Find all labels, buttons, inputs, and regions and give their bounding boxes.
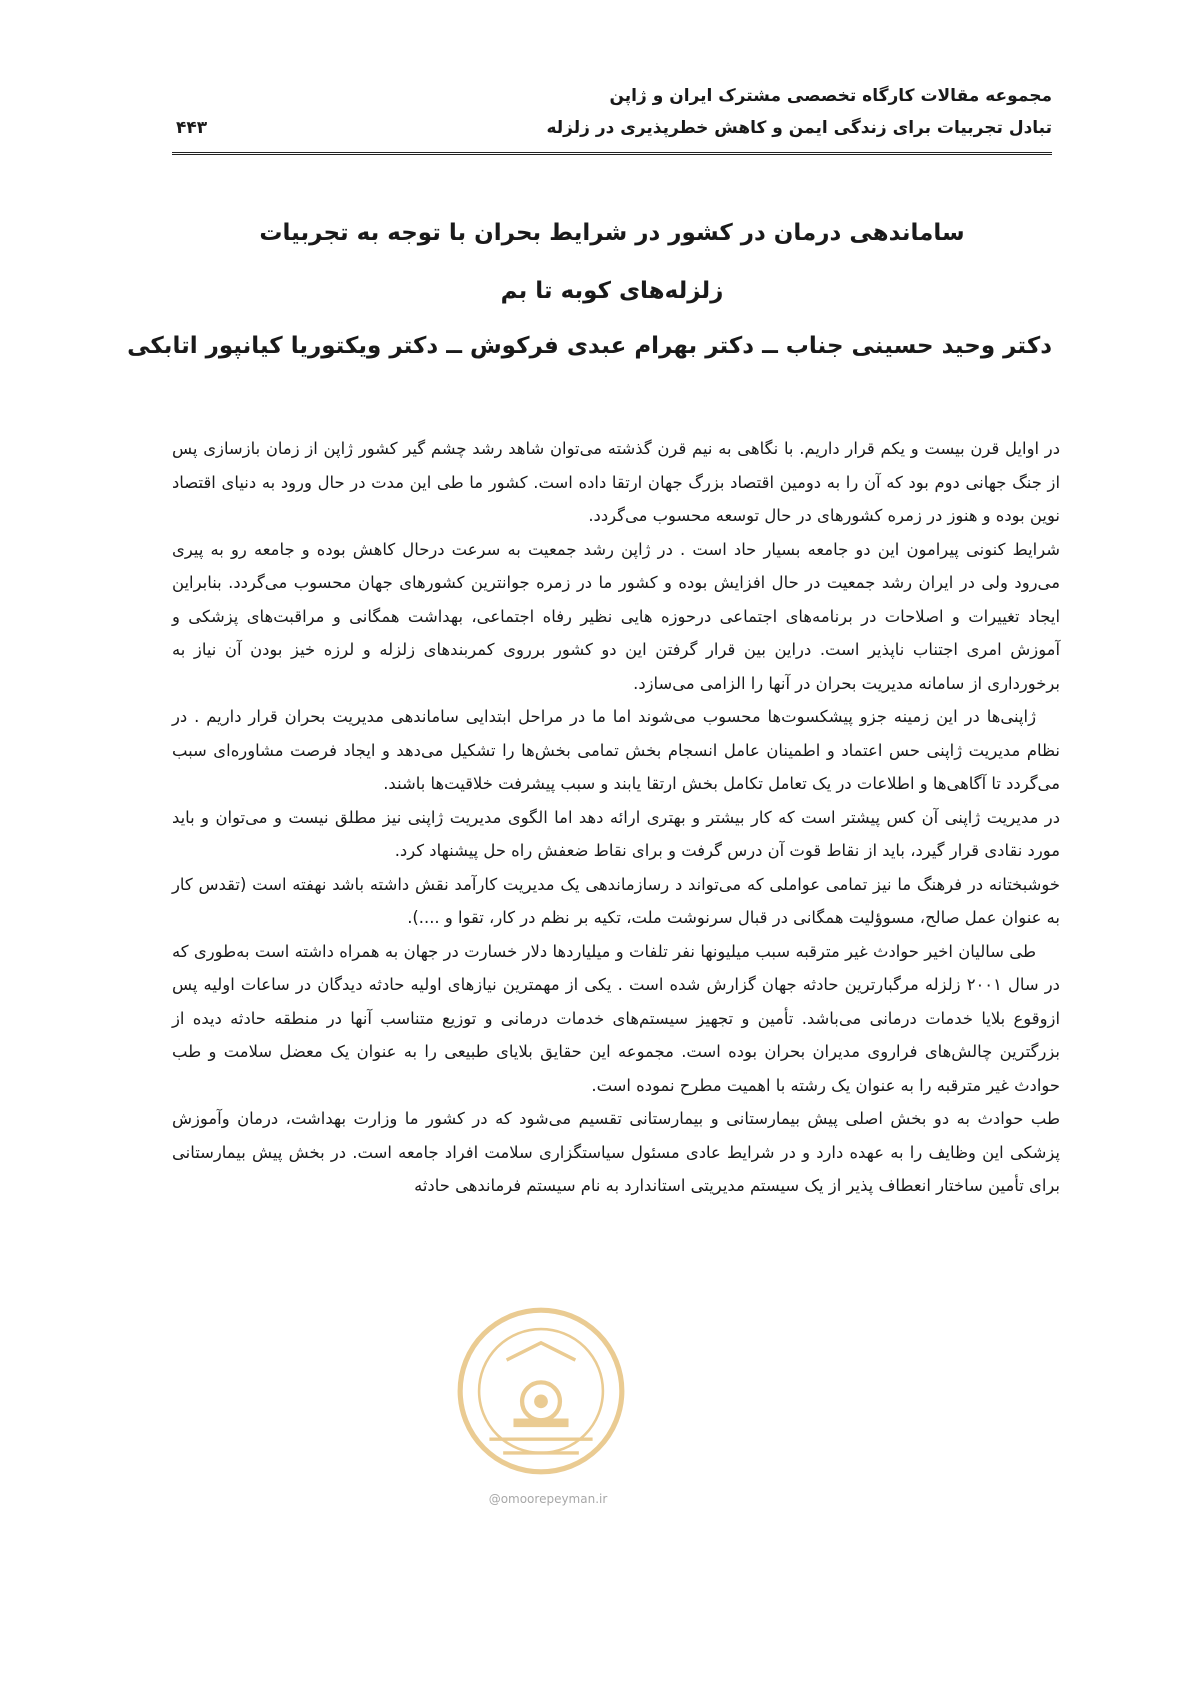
paragraph-4: در مدیریت ژاپنی آن کس پیشتر است که کار بیشتر و بهتری ارائه دهد اما الگوی مدیریت ژاپنی نیز مطلق نیست و می‌توان و باید مورد نقادی قرار گیرد، باید از نقاط قوت آن درس گرفت و برای نقاط ضعفش راه حل پیشنهاد کرد. (172, 807, 1060, 860)
paragraph-3: ژاپنی‌ها در این زمینه جزو پیشکسوت‌ها محسوب می‌شوند اما ما در مراحل ابتدایی ساماندهی مدیریت بحران قرار داریم . در نظام مدیریت ژاپنی حس اعتماد و اطمینان عامل انسجام بخش تمامی بخش‌ها را تشکیل می‌دهد و ایجاد فرصت مشاوره‌ای سبب می‌گردد تا آگاهی‌ها و اطلاعات در یک تعامل تکامل بخش ارتقا یابند و سبب پیشرفت خلاقیت‌ها باشند. (172, 707, 1060, 793)
paragraph-7: طب حوادث به دو بخش اصلی پیش بیمارستانی و بیمارستانی تقسیم می‌شود که در کشور ما وزارت بهداشت، درمان وآموزش پزشکی این وظایف را به عهده دارد و در شرایط عادی مسئول سیاستگزاری سلامت افراد جامعه است. در بخش پیش بیمارستانی برای تأمین ساختار انعطاف پذیر از یک سیستم مدیریتی استاندارد به نام سیستم فرماندهی حادثه (172, 1109, 1060, 1195)
paragraph-6: طی سالیان اخیر حوادث غیر مترقبه سبب میلیونها نفر تلفات و میلیاردها دلار خسارت در جهان به همراه داشته است به‌طوری که در سال ۲۰۰۱ زلزله مرگبارترین حادثه جهان گزارش شده است . یکی از مهمترین نیازهای اولیه حادثه دیدگان در ساعات اولیه پس ازوقوع بلایا خدمات درمانی می‌باشد. تأمین و تجهیز سیستم‌های خدمات درمانی و توزیع متناسب آنها در منطقه حادثه دیده از بزرگترین چالش‌های فراروی مدیران بحران بوده است. مجموعه این حقایق بلایای طبیعی را به عنوان یک معضل سلامت و طب حوادث غیر مترقبه را به عنوان یک رشته با اهمیت مطرح نموده است. (172, 941, 1060, 1095)
header-series-title: مجموعه مقالات کارگاه تخصصی مشترک ایران و ژاپن (609, 86, 1052, 106)
paragraph-5: خوشبختانه در فرهنگ ما نیز تمامی عواملی که می‌تواند د رسازماندهی یک مدیریت کارآمد نقش داشته باشد نهفته است (تقدس کار به عنوان عمل صالح، مسوؤلیت همگانی در قبال سرنوشت ملت، تکیه بر نظم در کار، تقوا و ....). (172, 874, 1060, 927)
watermark-url: @omoorepeyman.ir (488, 1492, 608, 1506)
article-authors: دکتر وحید حسینی جناب ــ دکتر بهرام عبدی فرکوش ــ دکتر ویکتوریا کیانپور اتابکی (127, 333, 1052, 359)
page-header (172, 84, 1052, 155)
header-workshop-title: تبادل تجربیات برای زندگی ایمن و کاهش خطرپذیری در زلزله (546, 118, 1052, 138)
article-title-line-2: زلزله‌های کوبه تا بم (500, 278, 724, 304)
paragraph-2: شرایط کنونی پیرامون این دو جامعه بسیار حاد است . در ژاپن رشد جمعیت به سرعت درحال کاهش بوده و جامعه رو به پیری می‌رود ولی در ایران رشد جمعیت در حال افزایش بوده و کشور ما در زمره جوانترین کشورهای جهان محسوب می‌گردد. بنابراین ایجاد تغییرات و اصلاحات در برنامه‌های اجتماعی درحوزه هایی نظیر رفاه اجتماعی، بهداشت همگانی و مراقبت‌های پزشکی و آموزش امری اجتناب ناپذیر است. دراین بین قرار گرفتن این دو کشور برروی کمربندهای زلزله و لرزه خیز بودن آن نیاز به برخورداری از سامانه مدیریت بحران در آنها را الزامی می‌سازد. (172, 539, 1060, 693)
page-number: ۴۴۳ (176, 118, 208, 138)
article-body (172, 432, 1060, 1203)
watermark-seal-icon (455, 1305, 627, 1477)
article-title-line-1: ساماندهی درمان در کشور در شرایط بحران با توجه به تجربیات (259, 220, 965, 246)
paragraph-1: در اوایل قرن بیست و یکم قرار داریم. با نگاهی به نیم قرن گذشته می‌توان شاهد رشد چشم گیر کشور ژاپن از زمان بازسازی پس از جنگ جهانی دوم بود که آن را به دومین اقتصاد بزرگ جهان ارتقا داده است. کشور ما طی این مدت در حال ورود به دنیای اقتصاد نوین بوده و هنوز در زمره کشورهای در حال توسعه محسوب می‌گردد. (172, 439, 1060, 525)
